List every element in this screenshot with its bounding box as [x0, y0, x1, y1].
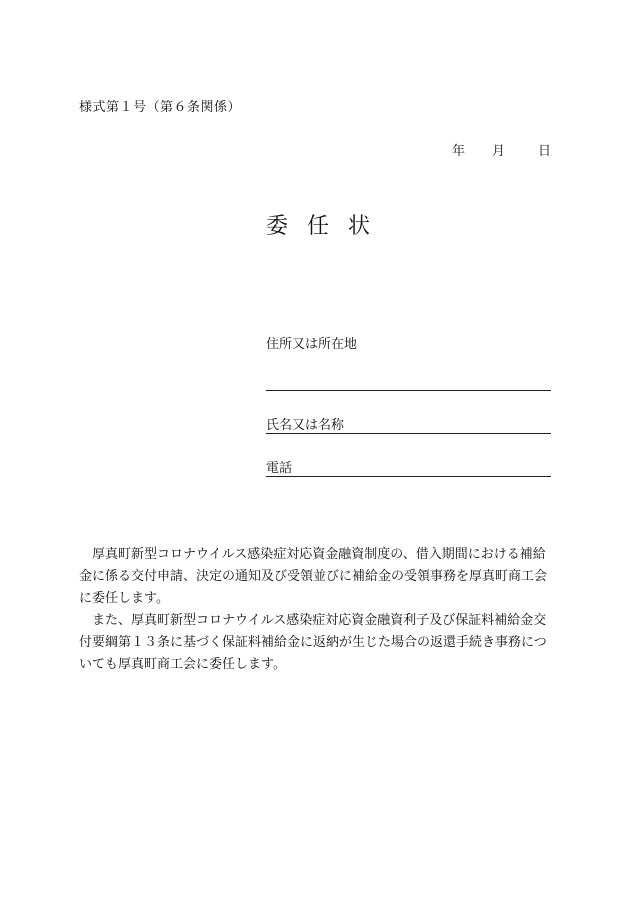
date-month-label: 月 — [492, 144, 506, 159]
address-label: 住所又は所在地 — [266, 337, 358, 352]
date-day-label: 日 — [538, 144, 552, 159]
body-paragraph-2: また、厚真町新型コロナウイルス感染症対応資金融資利子及び保証料補給金交付要綱第１３条に基づく保証料補給金に返納が生じた場合の返還手続き事務についても厚真町商工会に委任します。 — [79, 613, 547, 672]
body-text — [79, 544, 553, 676]
name-field — [266, 418, 551, 434]
form-number: 様式第１号（第６条関係） — [79, 100, 242, 115]
date-year-label: 年 — [452, 144, 466, 159]
document-title: 委任状 — [266, 214, 390, 239]
body-paragraph-1: 厚真町新型コロナウイルス感染症対応資金融資制度の、借入期間における補給金に係る交付申請、決定の通知及び受領並びに補給金の受領事務を厚真町商工会に委任します。 — [79, 547, 548, 606]
name-label: 氏名又は名称 — [266, 418, 345, 433]
date-line — [452, 140, 551, 159]
address-underline — [266, 390, 551, 391]
phone-field — [266, 461, 551, 477]
phone-label: 電話 — [266, 461, 293, 476]
